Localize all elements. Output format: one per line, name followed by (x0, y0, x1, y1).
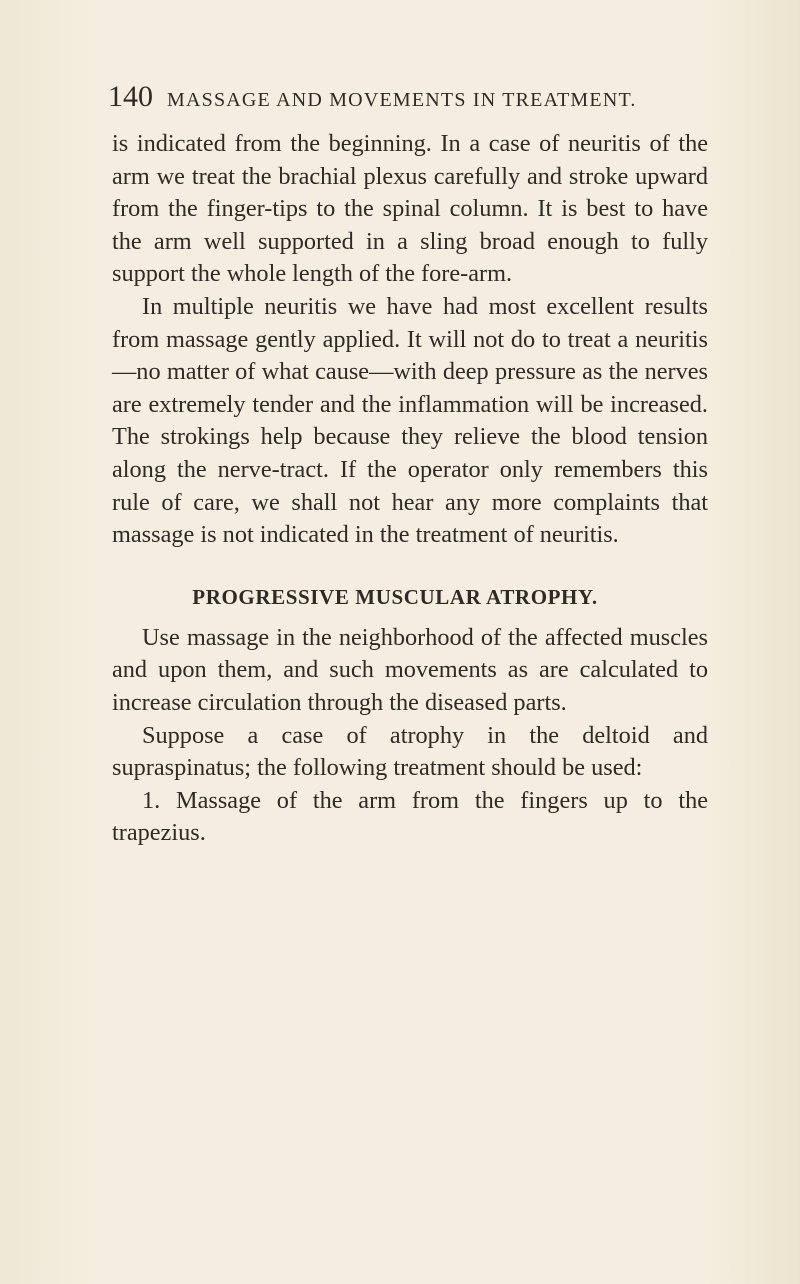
page-number: 140 (108, 80, 153, 113)
paragraph-continuation: is indicated from the beginning. In a case of neuritis of the arm we treat the brachial plexus carefully and stroke upward from the finger-tips to the spinal column. It is best to have the arm well supported in a sling broad enough to fully support the whole length of the fore-arm. (112, 130, 708, 288)
paragraph-multiple-neuritis: In multiple neuritis we have had most excellent results from massage gently applied. It will not do to treat a neuritis—no matter of what cause—with deep pressure as the nerves are extremely tender and the inflammation will be increased. The strokings help because they relieve the blood tension along the nerve-tract. If the operator only remembers this rule of care, we shall not hear any more complaints that massage is not indicated in the treatment of neuritis. (112, 292, 708, 549)
body-text (112, 128, 708, 850)
running-head: MASSAGE AND MOVEMENTS IN TREATMENT. (167, 89, 637, 111)
section-heading: PROGRESSIVE MUSCULAR ATROPHY. (192, 584, 598, 609)
paragraph-suppose-case: Suppose a case of atrophy in the deltoid and supraspinatus; the following treatment should be used: (112, 721, 708, 782)
list-item-1: 1. Massage of the arm from the fingers up to the trapezius. (112, 786, 708, 847)
page-header (108, 80, 698, 120)
paragraph-use-massage: Use massage in the neighborhood of the affected muscles and upon them, and such movements as are calculated to increase circulation through the diseased parts. (112, 623, 708, 716)
